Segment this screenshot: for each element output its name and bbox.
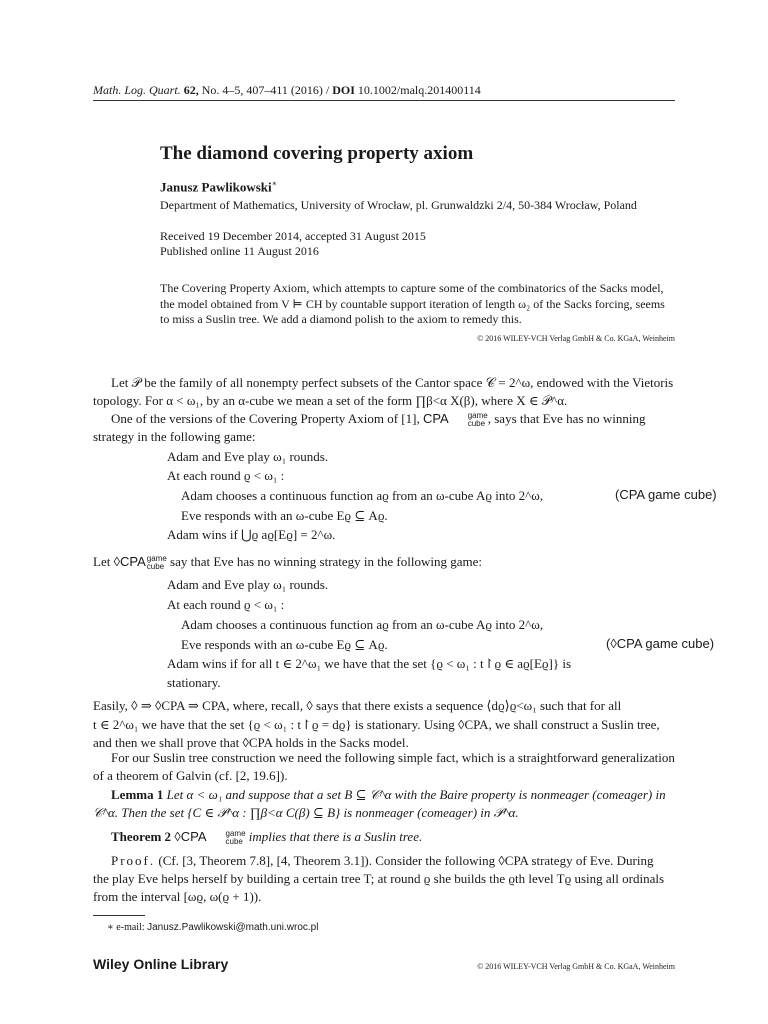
game2-line2: At each round ϱ < ω₁ : [167, 597, 285, 612]
paragraph-3-line3: and then we shall prove that ◊CPA holds in the Sacks model. [93, 735, 409, 750]
footer-copyright: © 2016 WILEY-VCH Verlag GmbH & Co. KGaA, Weinheim [477, 962, 675, 971]
paragraph-3-line2: t ∈ 2^ω₁ we have that the set {ϱ < ω₁ : t↾ϱ = dϱ} is stationary. Using ◊CPA, we shall construct a Suslin tree, [93, 717, 660, 732]
game1-line4: Eve responds with an ω-cube Eϱ ⊆ Aϱ. [181, 508, 388, 523]
footnote-rule [93, 915, 145, 916]
proof-line1: Proof. (Cf. [3, Theorem 7.8], [4, Theorem 3.1]). Consider the following ◊CPA strategy of Eve. During [111, 853, 654, 868]
game2-line5: Adam wins if for all t ∈ 2^ω₁ we have that the set {ϱ < ω₁ : t↾ϱ ∈ aϱ[Eϱ]} is [167, 656, 571, 671]
game1-line2: At each round ϱ < ω₁ : [167, 468, 285, 483]
game2-line6: stationary. [167, 675, 221, 690]
published-date: Published online 11 August 2016 [160, 244, 319, 258]
paragraph-2: One of the versions of the Covering Property Axiom of [1], CPA game cube , says that Eve has no winning strategy in the following game: [93, 410, 646, 444]
proof-line3: from the interval [ωϱ, ω(ϱ + 1)). [93, 889, 262, 904]
paragraph-4: For our Suslin tree construction we need the following simple fact, which is a straightforward generalization of a theorem of Galvin (cf. [2, 19.6]). [93, 750, 675, 783]
game1-line5: Adam wins if ⋃ϱ aϱ[Eϱ] = 2^ω. [167, 527, 336, 542]
proof-line2: the play Eve helps herself by building a certain tree T; at round ϱ she builds the ϱth level Tϱ using all ordinals [93, 871, 665, 886]
game2-line1: Adam and Eve play ω₁ rounds. [167, 577, 329, 592]
journal-citation: Math. Log. Quart. 62, No. 4–5, 407–411 (2016) / DOI 10.1002/malq.201400114 [93, 83, 481, 97]
game1-line3: Adam chooses a continuous function aϱ from an ω-cube Aϱ into 2^ω, [181, 488, 544, 503]
game2-tag: (◊CPA game cube) [606, 636, 715, 651]
cpa-symbol: CPA game cube [422, 410, 488, 428]
affiliation: Department of Mathematics, University of Wrocław, pl. Grunwaldzki 2/4, 50-384 Wrocław, Poland [160, 198, 637, 212]
footnote: ∗ e-mail: Janusz.Pawlikowski@math.uni.wroc.pl [107, 922, 319, 933]
copyright-notice: © 2016 WILEY-VCH Verlag GmbH & Co. KGaA, Weinheim [477, 334, 675, 343]
paper-title: The diamond covering property axiom [160, 143, 474, 164]
received-date: Received 19 December 2014, accepted 31 August 2015 [160, 229, 426, 243]
game2-line4: Eve responds with an ω-cube Eϱ ⊆ Aϱ. [181, 637, 388, 652]
paragraph-3-line1: Easily, ◊ ⇒ ◊CPA ⇒ CPA, where, recall, ◊ says that there exists a sequence ⟨dϱ⟩ϱ<ω₁ such that for all [93, 698, 622, 713]
lemma-1: Lemma 1 Let α < ω₁ and suppose that a set B ⊆ 𝒞^α with the Baire property is nonmeager (comeager) in 𝒞^α. Then the set {C ∈ 𝒫^α : ∏β<α C(β) ⊆ B} is nonmeager (comeager) in 𝒫^α. [93, 787, 666, 820]
game1-line1: Adam and Eve play ω₁ rounds. [167, 449, 329, 464]
abstract: The Covering Property Axiom, which attempts to capture some of the combinatorics of the Sacks model, the model obtained from V ⊨ CH by countable support iteration of length ω₂ of the Sacks forcing, seems to miss a Suslin tree. We add a diamond polish to the axiom to remedy this. [160, 281, 665, 326]
doi-link[interactable]: 10.1002/malq.201400114 [357, 83, 481, 97]
author-name: Janusz Pawlikowski∗ [160, 179, 278, 195]
dates [160, 229, 426, 259]
game2-line3: Adam chooses a continuous function aϱ from an ω-cube Aϱ into 2^ω, [181, 617, 544, 632]
diamond-cpa-intro: Let ◊CPA game cube say that Eve has no winning strategy in the following game: [93, 553, 482, 571]
publisher-logo[interactable]: Wiley Online Library [93, 956, 229, 972]
header-rule [93, 100, 675, 101]
email-link[interactable]: Janusz.Pawlikowski@math.uni.wroc.pl [147, 922, 319, 933]
paragraph-1: Let 𝒫 be the family of all nonempty perfect subsets of the Cantor space 𝒞 = 2^ω, endowed with the Vietoris topology. For α < ω₁, by an α-cube we mean a set of the form ∏β<α X(β), where X ∈ 𝒫^α. [93, 375, 674, 408]
game1-tag: (CPA game cube) [615, 487, 717, 502]
theorem-2: Theorem 2 ◊CPA game cube implies that there is a Suslin tree. [111, 828, 423, 846]
